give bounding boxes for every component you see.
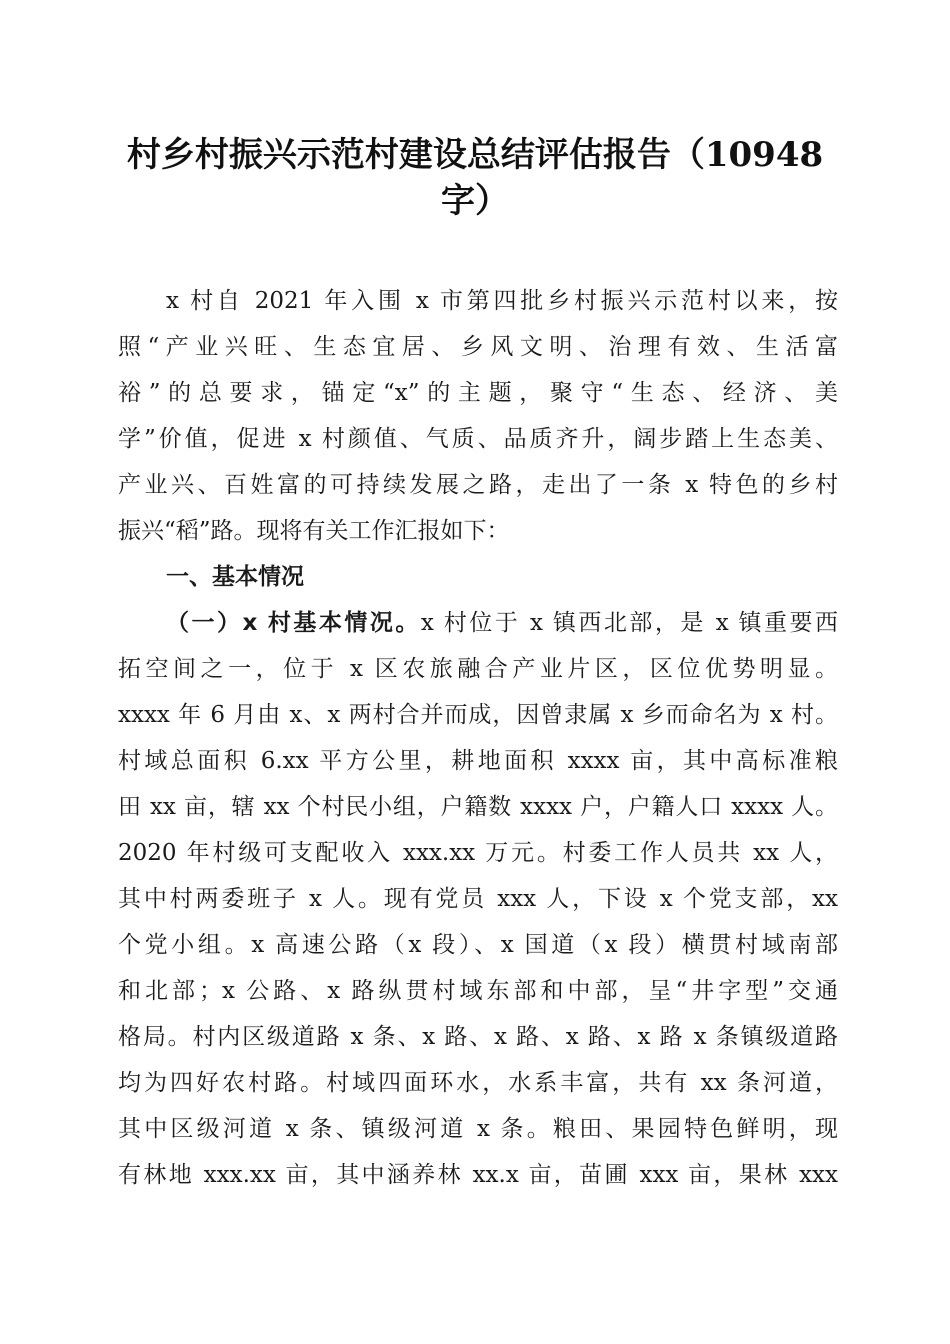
paragraph-line: 2020 年村级可支配收入 xxx.xx 万元。村委工作人员共 xx 人， [118,840,838,866]
document-title [110,132,840,224]
paragraph-line: 拓空间之一，位于 x 区农旅融合产业片区，区位优势明显。 [118,656,838,682]
subsection-first-line [118,600,838,646]
intro-line: 振兴“稻”路。现将有关工作汇报如下： [118,518,510,544]
section-heading: 一、基本情况 [166,564,304,590]
paragraph-line: 有林地 xxx.xx 亩，其中涵养林 xx.x 亩，苗圃 xxx 亩，果林 xxx [118,1162,838,1188]
paragraph-line: 格局。村内区级道路 x 条、x 路、x 路、x 路、x 路 x 条镇级道路 [118,1024,838,1050]
paragraph-line: 均为四好农村路。村域四面环水，水系丰富，共有 xx 条河道， [118,1070,838,1096]
paragraph-line: xxxx 年 6 月由 x、x 两村合并而成，因曾隶属 x 乡而命名为 x 村。 [118,702,838,728]
paragraph-line: 村域总面积 6.xx 平方公里，耕地面积 xxxx 亩，其中高标准粮 [118,748,838,774]
paragraph-line: 个党小组。x 高速公路（x 段）、x 国道（x 段）横贯村域南部 [118,932,838,958]
paragraph-line: 田 xx 亩，辖 xx 个村民小组，户籍数 xxxx 户，户籍人口 xxxx 人。 [118,794,838,820]
intro-line: 产业兴、百姓富的可持续发展之路，走出了一条 x 特色的乡村 [118,472,838,498]
title-line-2: 字） [441,181,509,221]
paragraph-line: 其中区级河道 x 条、镇级河道 x 条。粮田、果园特色鲜明，现 [118,1116,838,1142]
intro-line: 裕”的总要求，锚定“x”的主题，聚守“生态、经济、美 [118,380,838,406]
intro-line: 学”价值，促进 x 村颜值、气质、品质齐升，阔步踏上生态美、 [118,426,838,452]
subsection-lead: （一）x 村基本情况。 [166,610,421,636]
title-line-1: 村乡村振兴示范村建设总结评估报告（10948 [126,135,824,175]
document-body [118,278,838,1198]
intro-line: 照“产业兴旺、生态宜居、乡风文明、治理有效、生活富 [118,334,838,360]
paragraph-line: 和北部；x 公路、x 路纵贯村域东部和中部，呈“井字型”交通 [118,978,838,1004]
intro-line: x 村自 2021 年入围 x 市第四批乡村振兴示范村以来，按 [166,288,838,314]
subsection-first-rest: x 村位于 x 镇西北部，是 x 镇重要西 [420,610,838,636]
paragraph-line: 其中村两委班子 x 人。现有党员 xxx 人，下设 x 个党支部，xx [118,886,838,912]
